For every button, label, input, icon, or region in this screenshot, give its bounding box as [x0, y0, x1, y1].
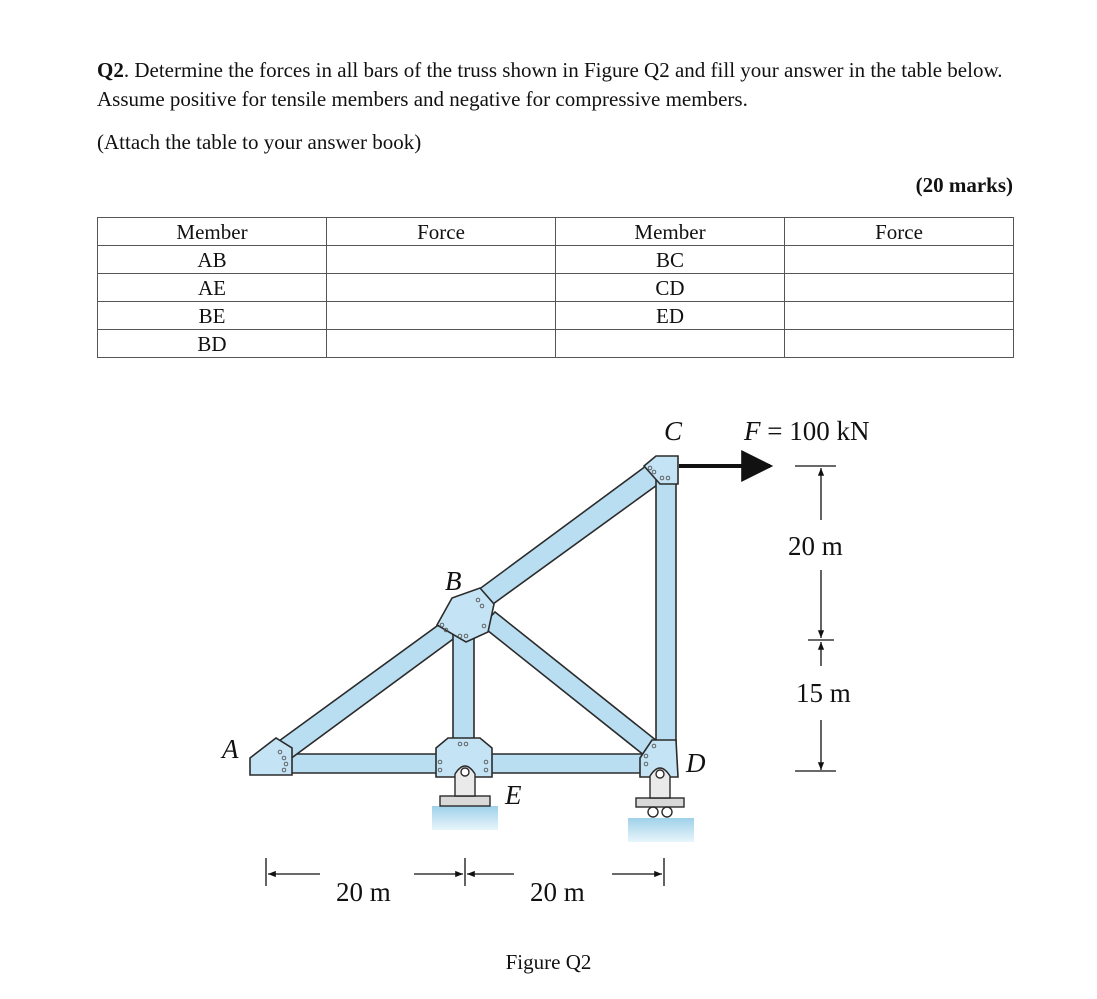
force-equals: = [767, 416, 790, 446]
member-cell: CD [556, 274, 785, 302]
header-member-2: Member [556, 218, 785, 246]
force-symbol: F [744, 416, 761, 446]
dim-label-vertical-2: 15 m [796, 678, 851, 708]
header-member-1: Member [98, 218, 327, 246]
dim-label-vertical-1: 20 m [788, 531, 843, 561]
member-cd [656, 476, 676, 756]
dim-label-horizontal-2: 20 m [530, 877, 585, 907]
force-label [744, 416, 869, 447]
horizontal-dimensions [266, 858, 664, 886]
member-ab [268, 618, 460, 765]
dim-label-horizontal-1: 20 m [336, 877, 391, 907]
member-cell: AE [98, 274, 327, 302]
member-cell: BC [556, 246, 785, 274]
joint-label-a: A [222, 734, 239, 764]
header-force-2: Force [785, 218, 1014, 246]
joint-label-e: E [505, 780, 522, 810]
joint-label-b: B [445, 566, 462, 596]
member-cell: BD [98, 330, 327, 358]
joint-label-d: D [686, 748, 706, 778]
member-cell: ED [556, 302, 785, 330]
joint-label-c: C [664, 416, 683, 446]
member-cell: BE [98, 302, 327, 330]
question-label: Q2 [97, 58, 124, 82]
member-be [453, 630, 474, 746]
question-body: . Determine the forces in all bars of the truss shown in Figure Q2 and fill your answer in the table below. Assume positive for tensile members and negative for compressive members. [97, 58, 1003, 111]
figure-caption: Figure Q2 [505, 950, 592, 974]
ground-e [432, 806, 498, 830]
header-force-1: Force [327, 218, 556, 246]
attach-note: (Attach the table to your answer book) [97, 130, 422, 154]
marks-label: (20 marks) [915, 173, 1013, 197]
vertical-dimensions [795, 466, 836, 771]
roller-support-d [628, 768, 694, 842]
force-value: 100 kN [789, 416, 870, 446]
member-bc [470, 463, 664, 612]
ground-d [628, 818, 694, 842]
member-cell: AB [98, 246, 327, 274]
member-bd [482, 612, 662, 760]
